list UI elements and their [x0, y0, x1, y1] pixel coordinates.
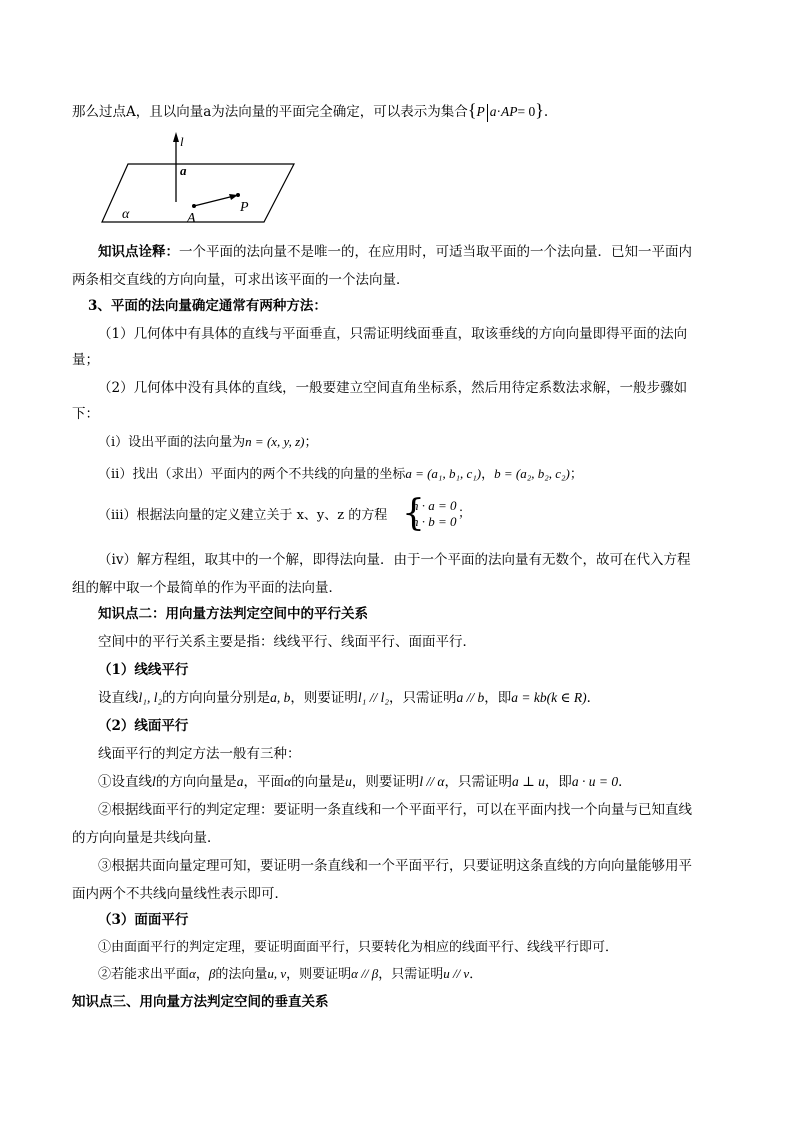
set-AP: AP [500, 104, 518, 119]
step-iv-line-2: 组的解中取一个最简单的作为平面的法向量． [72, 580, 342, 596]
d2-c: 的法向量 [215, 967, 268, 982]
kp2-c1-line [98, 772, 632, 792]
point-A [192, 204, 196, 208]
s1-ab: a, b [270, 690, 291, 705]
step-i [98, 432, 318, 453]
set-P: P [476, 104, 485, 119]
kp2-c2-line-1: ②根据线面平行的判定定理：要证明一条直线和一个平面平行，可以在平面内找一个向量与已知直线 [98, 802, 692, 818]
point-P [236, 193, 240, 197]
label-alpha: α [122, 207, 130, 222]
section-3-heading: 3、平面的法向量确定通常有两种方法： [88, 298, 327, 314]
step-ii-b: b = (a₂, b₂, c₂) [494, 466, 570, 481]
c1-c: ，平面 [243, 774, 285, 790]
s1-kb: a = kb(k ∈ R) [511, 690, 587, 705]
s3-p2-line-1: （2）几何体中没有具体的直线，一般要建立空间直角坐标系，然后用待定系数法求解，一般步骤如 [98, 380, 688, 396]
c1-e: ，则要证明 [351, 774, 420, 790]
c1-h: ． [618, 774, 632, 790]
note-text-1: 一个平面的法向量不是唯一的，在应用时，可适当取平面的一个法向量．已知一平面内 [179, 244, 692, 260]
system-brace: { [402, 493, 425, 534]
kp2-c2-line-2: 的方向向量是共线向量． [72, 830, 221, 846]
c1-f: ，只需证明 [444, 774, 512, 790]
s1-vpar: a // b [456, 690, 485, 705]
intro-text: 那么过点A，且以向量a为法向量的平面完全确定，可以表示为集合 [72, 104, 468, 120]
s1-b: 的方向向量分别是 [162, 690, 271, 706]
c1-alpha: α [284, 774, 292, 789]
d2-uv: u, v [267, 966, 287, 981]
kp2-heading: 知识点二：用向量方法判定空间中的平行关系 [98, 606, 368, 622]
d2-beta: β [208, 966, 216, 981]
c1-dot: a · u = 0 [571, 774, 619, 789]
note-line-2: 两条相交直线的方向向量，可求出该平面的一个法向量． [72, 272, 410, 288]
kp2-sub3: （3）面面平行 [98, 912, 189, 928]
plane-normal-figure [98, 130, 298, 226]
kp2-intro: 空间中的平行关系主要是指：线线平行、线面平行、面面平行． [98, 634, 476, 650]
d2-a: ②若能求出平面 [98, 967, 190, 982]
kp2-sub2: （2）线面平行 [98, 718, 189, 734]
s3-p1-line-2: 量； [72, 352, 99, 368]
kp2-s2-intro: 线面平行的判定方法一般有三种： [98, 746, 301, 762]
vector-AP [194, 196, 234, 206]
label-a: a [180, 163, 187, 178]
step-i-text: （i）设出平面的法向量为 [98, 435, 246, 450]
kp2-d1: ①由面面平行的判定定理，要证明面面平行，只要转化为相应的线面平行、线线平行即可． [98, 940, 619, 955]
step-iii-text: （iii）根据法向量的定义建立关于 x、y、z 的方程 [98, 508, 388, 523]
kp2-c3-line-2: 面内两个不共线向量线性表示即可． [72, 886, 288, 902]
step-iii [98, 506, 387, 526]
kp2-s1-line [98, 688, 600, 708]
intro-end: . [543, 104, 549, 120]
c1-d: 的向量是 [291, 774, 346, 790]
step-i-math: n = (x, y, z) [245, 434, 305, 449]
kp3-heading: 知识点三、用向量方法判定空间的垂直关系 [72, 994, 329, 1010]
s1-par: l₁ // l₂ [357, 690, 390, 705]
c1-va: a [236, 774, 244, 789]
c1-b: 的方向向量是 [155, 774, 237, 790]
c1-par: l // α [419, 774, 445, 789]
step-iv-line-1: （iv）解方程组，取其中的一个解，即得法向量．由于一个平面的法向量有无数个，故可在代入方程 [98, 552, 691, 568]
d2-vpar: u // v [443, 966, 470, 981]
s1-d: ，只需证明 [389, 690, 457, 706]
intro-line: 那么过点A，且以向量a为法向量的平面完全确定，可以表示为集合{P a·AP= 0}. [72, 100, 549, 120]
s3-p1-line-1: （1）几何体中有具体的直线与平面垂直，只需证明线面垂直，取该垂线的方向向量即得平面的法向 [98, 326, 688, 342]
d2-f: ． [469, 967, 483, 982]
c1-l: l [152, 774, 156, 789]
s1-a: 设直线 [98, 690, 139, 706]
step-ii-end: ； [569, 467, 583, 482]
s3-p2-line-2: 下： [72, 406, 99, 422]
equation-1: n · a = 0 [412, 498, 457, 513]
d2-b: ， [195, 967, 209, 982]
d2-e: ，只需证明 [378, 967, 444, 982]
label-P: P [240, 200, 249, 215]
kp2-c3-line-1: ③根据共面向量定理可知，要证明一条直线和一个平面平行，只要证明这条直线的方向向量能够用平 [98, 858, 692, 874]
step-ii-a: a = (a₁, b₁, c₁) [405, 466, 482, 481]
c1-a: ①设直线 [98, 774, 152, 790]
s1-f: ． [586, 690, 601, 706]
step-ii-sep: ， [481, 467, 495, 482]
set-eq: = 0 [517, 104, 536, 119]
d2-par: α // β [351, 966, 379, 981]
d2-alpha: α [189, 966, 196, 981]
normal-arrow-head [173, 132, 179, 142]
kp2-d2-line [98, 964, 482, 985]
plane-alpha-shape [102, 164, 294, 222]
equation-2: n · b = 0 [412, 514, 457, 529]
c1-g: ，即 [544, 774, 572, 790]
step-iii-end: ； [458, 506, 472, 521]
step-i-end: ； [304, 435, 318, 450]
note-label: 知识点诠释： [98, 244, 179, 260]
s1-c: ，则要证明 [290, 690, 358, 706]
set-a: a [489, 104, 497, 119]
c1-vu: u [345, 774, 352, 789]
note-line-1 [98, 242, 692, 262]
s1-e: ，即 [484, 690, 512, 706]
step-ii-text: （ii）找出（求出）平面内的两个不共线的向量的坐标 [98, 467, 406, 482]
step-ii [98, 464, 583, 485]
s1-l1l2: l₁, l₂ [138, 690, 163, 705]
d2-d: ，则要证明 [286, 967, 352, 982]
label-A: A [187, 211, 196, 226]
label-l: l [180, 134, 184, 149]
kp2-sub1: （1）线线平行 [98, 662, 189, 678]
set-dot: · [496, 104, 501, 119]
c1-perp: a ⊥ u [511, 774, 545, 789]
